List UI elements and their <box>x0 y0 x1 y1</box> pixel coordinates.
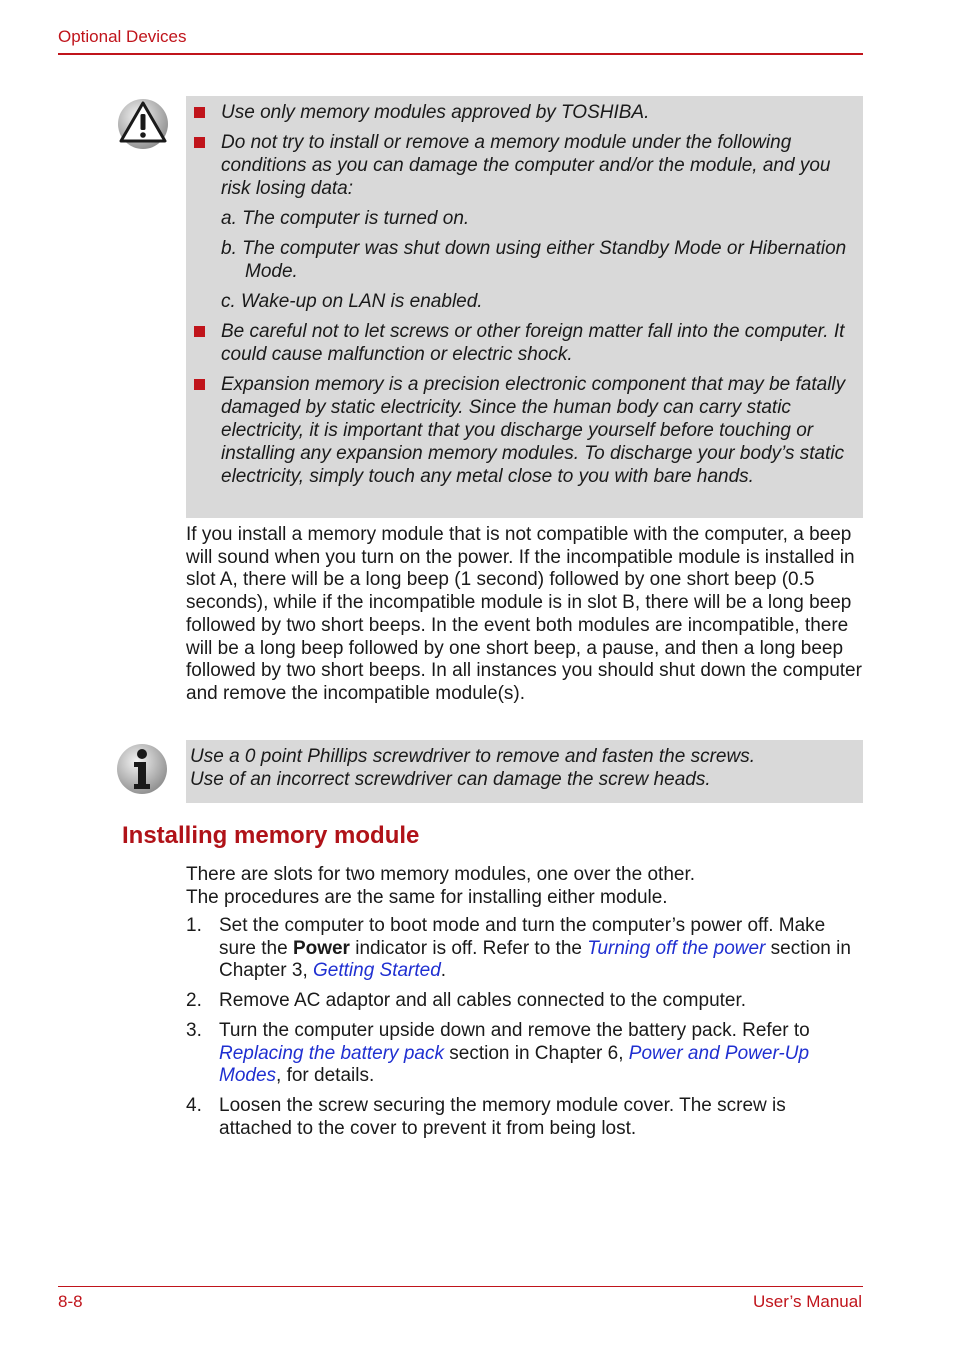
compatibility-paragraph: If you install a memory module that is not compatible with the computer, a beep will sound when you turn on the power. If the incompatible module is installed in slot A, there will be a long beep (1 second) followed by one short beep (0.5 seconds), while if the incompatible module is in slot B, there will be a long beep followed by two short beeps. In the event both modules are incompatible, there will be a long beep followed by one short beep, a pause, and then a long beep followed by two short beeps. In all instances you should shut down the computer and remove the incompatible module(s). <box>186 524 862 704</box>
info-icon <box>115 742 169 796</box>
bullet-square-icon <box>194 379 205 390</box>
link-getting-started[interactable]: Getting Started <box>313 960 441 982</box>
section-heading: Installing memory module <box>122 822 420 849</box>
step-item: 4. Loosen the screw securing the memory module cover. The screw is attached to the cover to prevent it from being lost. <box>186 1094 786 1139</box>
header-rule <box>58 53 863 55</box>
caution-icon <box>116 97 170 151</box>
footer-rule <box>58 1286 863 1287</box>
caution-item: Do not try to install or remove a memory module under the following conditions as you can damage the computer and/or the module, and you risk losing data: <box>186 131 849 200</box>
link-power-and-power-up-modes[interactable]: Power and Power-Up Modes <box>219 1042 810 1087</box>
caution-sub-item: a. The computer is turned on. <box>221 208 470 229</box>
link-replacing-battery-pack[interactable]: Replacing the battery pack <box>219 1042 444 1064</box>
step-item: 3. Turn the computer upside down and remove the battery pack. Refer to Replacing the battery pack section in Chapter 6, Power and Power-Up Modes, for details. <box>186 1019 810 1087</box>
info-note-box <box>186 740 863 803</box>
step-item: 1. Set the computer to boot mode and turn the computer’s power off. Make sure the Power indicator is off. Refer to the Turning off the power section in Chapter 3, Getting Started. <box>186 915 851 982</box>
caution-item: Expansion memory is a precision electronic component that may be fatally damaged by static electricity. Since the human body can carry static electricity, it is important that you discharge yourself before touching or installing any expansion memory modules. To discharge your body’s static electricity, simply touch any metal close to you with bare hands. <box>186 373 849 488</box>
bullet-square-icon <box>194 326 205 337</box>
manual-title: User’s Manual <box>753 1292 862 1311</box>
procedure-steps <box>186 915 862 1147</box>
caution-item: Use only memory modules approved by TOSHIBA. <box>186 101 849 124</box>
link-turning-off-power[interactable]: Turning off the power <box>587 937 766 959</box>
caution-sub-item: b. The computer was shut down using either Standby Mode or Hibernation Mode. <box>221 238 847 282</box>
caution-sub-item: c. Wake-up on LAN is enabled. <box>221 291 483 312</box>
step-item: 2. Remove AC adaptor and all cables connected to the computer. <box>186 990 747 1012</box>
info-note-line: Use a 0 point Phillips screwdriver to remove and fasten the screws. <box>190 746 755 767</box>
page-number: 8-8 <box>58 1292 83 1311</box>
bullet-square-icon <box>194 107 205 118</box>
section-intro: There are slots for two memory modules, one over the other. The procedures are the same for installing either module. <box>186 864 696 908</box>
running-header: Optional Devices <box>58 27 187 46</box>
caution-note-box <box>186 96 863 518</box>
info-note-line: Use of an incorrect screwdriver can damage the screw heads. <box>190 769 711 790</box>
bullet-square-icon <box>194 137 205 148</box>
caution-item: Be careful not to let screws or other foreign matter fall into the computer. It could cause malfunction or electric shock. <box>186 320 849 366</box>
